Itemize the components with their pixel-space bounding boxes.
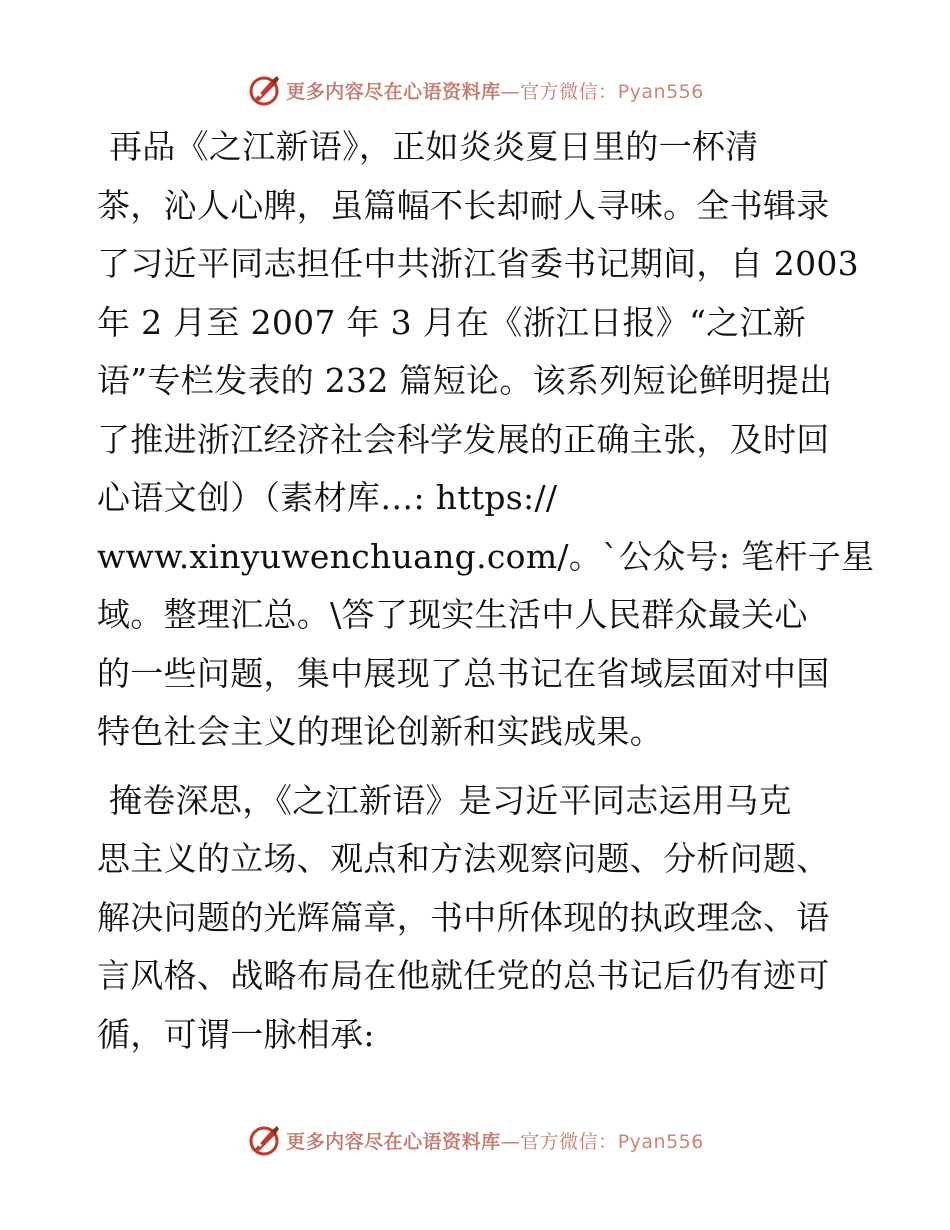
paragraph-1 [97, 118, 887, 762]
text-line: 特色社会主义的理论创新和实践成果。 [97, 712, 664, 751]
banner-account-id: Pyan556 [617, 80, 704, 103]
pen-nib-logo-icon [246, 72, 282, 108]
text-line: 了推进浙江经济社会科学发展的正确主张，及时回 [97, 419, 830, 459]
text-line: 域。整理汇总。\答了现实生活中人民群众最关心 [97, 595, 808, 634]
text-line: 心语文创）（素材库…: https:// [97, 478, 558, 517]
document-body [97, 118, 887, 1074]
text-line: 再品《之江新语》，正如炎炎夏日里的一杯清 [109, 127, 759, 166]
text-line: 解决问题的光辉篇章，书中所体现的执政理念、语 [97, 897, 830, 937]
text-line: 掩卷深思，《之江新语》是习近平同志运用马克 [109, 780, 792, 820]
banner-account-label: 官方微信： [520, 1130, 618, 1153]
text-line: 语”专栏发表的 232 篇短论。该系列短论鲜明提出 [97, 361, 833, 400]
banner-dash: — [500, 1130, 521, 1153]
text-line: 的一些问题，集中展现了总书记在省域层面对中国 [97, 653, 830, 693]
text-line: 言风格、战略布局在他就任党的总书记后仍有迹可 [97, 956, 830, 995]
banner-account-label: 官方微信： [520, 80, 618, 103]
paragraph-2 [97, 772, 887, 1065]
text-line: www.xinyuwenchuang.com/。`公众号: 笔杆子星 [97, 536, 875, 576]
text-line: 思主义的立场、观点和方法观察问题、分析问题、 [97, 839, 830, 878]
text-line: 了习近平同志担任中共浙江省委书记期间，自 2003 [97, 244, 859, 283]
pen-nib-logo-icon [246, 1122, 282, 1158]
text-line: 年 2 月至 2007 年 3 月在《浙江日报》“之江新 [97, 302, 807, 342]
footer-banner [0, 1120, 950, 1160]
banner-title: 更多内容尽在心语资料库 [286, 1130, 501, 1153]
banner-account-id: Pyan556 [617, 1130, 704, 1153]
text-line: 循，可谓一脉相承: [97, 1014, 375, 1054]
header-banner [0, 70, 950, 110]
text-line: 茶，沁人心脾，虽篇幅不长却耐人寻味。全书辑录 [97, 185, 830, 225]
banner-title: 更多内容尽在心语资料库 [286, 80, 501, 103]
banner-dash: — [500, 80, 521, 103]
